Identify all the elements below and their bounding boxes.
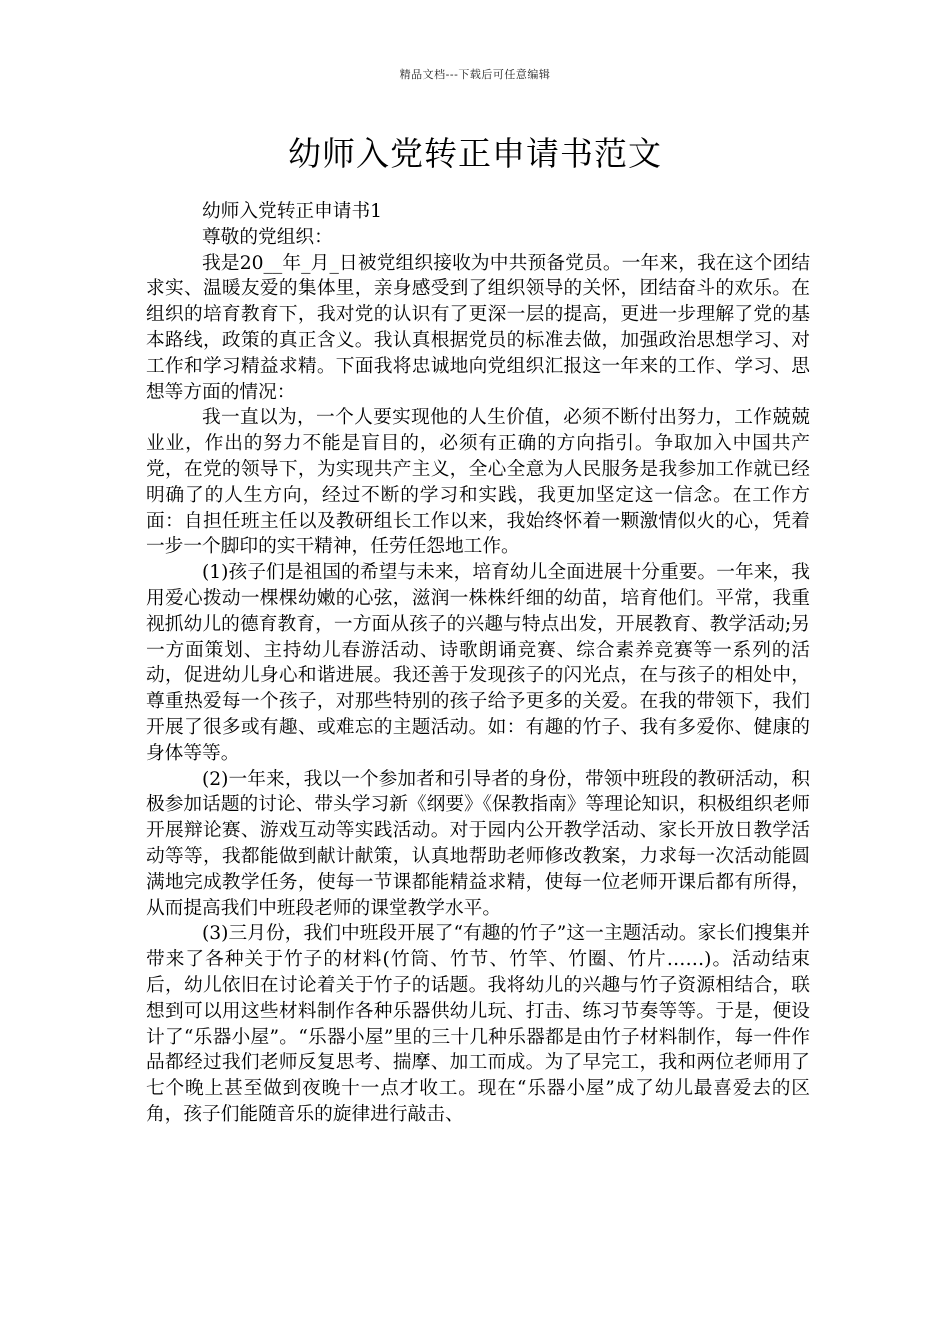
salutation: 尊敬的党组织： xyxy=(202,226,333,248)
paragraph: 我是20__年_月_日被党组织接收为中共预备党员。一年来，我在这个团结求实、温暖友爱的集体里，亲身感受到了组织领导的关怀，团结奋斗的欢乐。在组织的培育教育下，我对党的认识有了更深一层的提高，更进一步理解了党的基本路线，政策的真正含义。我认真根据党员的标准去做，加强政治思想学习、对工作和学习精益求精。下面我将忠诚地向党组织汇报这一年来的工作、学习、思想等方面的情况： xyxy=(146,252,810,403)
paragraph: (2)一年来，我以一个参加者和引导者的身份，带领中班段的教研活动，积极参加话题的讨论、带头学习新《纲要》《保教指南》等理论知识，积极组织老师开展辩论赛、游戏互动等实践活动。对于园内公开教学活动、家长开放日教学活动等等，我都能做到献计献策，认真地帮助老师修改教案，力求每一次活动能圆满地完成教学任务，使每一节课都能精益求精，使每一位老师开课后都有所得，从而提高我们中班段老师的课堂教学水平。 xyxy=(146,768,810,919)
page-header: 精品文档---下载后可任意编辑 xyxy=(399,68,551,81)
paragraph: 我一直以为，一个人要实现他的人生价值，必须不断付出努力，工作兢兢业业，作出的努力不能是盲目的，必须有正确的方向指引。争取加入中国共产党，在党的领导下，为实现共产主义，全心全意为人民服务是我参加工作就已经明确了的人生方向，经过不断的学习和实践，我更加坚定这一信念。在工作方面：自担任班主任以及教研组长工作以来，我始终怀着一颗激情似火的心，凭着一步一个脚印的实干精神，任劳任怨地工作。 xyxy=(146,407,810,558)
document-subtitle: 幼师入党转正申请书1 xyxy=(202,201,383,222)
document-body xyxy=(146,199,810,1128)
document-title: 幼师入党转正申请书范文 xyxy=(288,134,662,173)
paragraph: (3)三月份，我们中班段开展了“有趣的竹子”这一主题活动。家长们搜集并带来了各种关于竹子的材料(竹筒、竹节、竹竿、竹圈、竹片……)。活动结束后，幼儿依旧在讨论着关于竹子的话题。我将幼儿的兴趣与竹子资源相结合，联想到可以用这些材料制作各种乐器供幼儿玩、打击、练习节奏等等。于是，便设计了“乐器小屋”。“乐器小屋”里的三十几种乐器都是由竹子材料制作，每一件作品都经过我们老师反复思考、揣摩、加工而成。为了早完工，我和两位老师用了七个晚上甚至做到夜晚十一点才收工。现在“乐器小屋”成了幼儿最喜爱去的区角，孩子们能随音乐的旋律进行敲击、 xyxy=(146,923,810,1125)
paragraph: (1)孩子们是祖国的希望与未来，培育幼儿全面进展十分重要。一年来，我用爱心拨动一棵棵幼嫩的心弦，滋润一株株纤细的幼苗，培育他们。平常，我重视抓幼儿的德育教育，一方面从孩子的兴趣与特点出发，开展教育、教学活动;另一方面策划、主持幼儿春游活动、诗歌朗诵竞赛、综合素养竞赛等一系列的活动，促进幼儿身心和谐进展。我还善于发现孩子的闪光点，在与孩子的相处中，尊重热爱每一个孩子，对那些特别的孩子给予更多的关爱。在我的带领下，我们开展了很多或有趣、或难忘的主题活动。如：有趣的竹子、我有多爱你、健康的身体等等。 xyxy=(146,562,810,764)
